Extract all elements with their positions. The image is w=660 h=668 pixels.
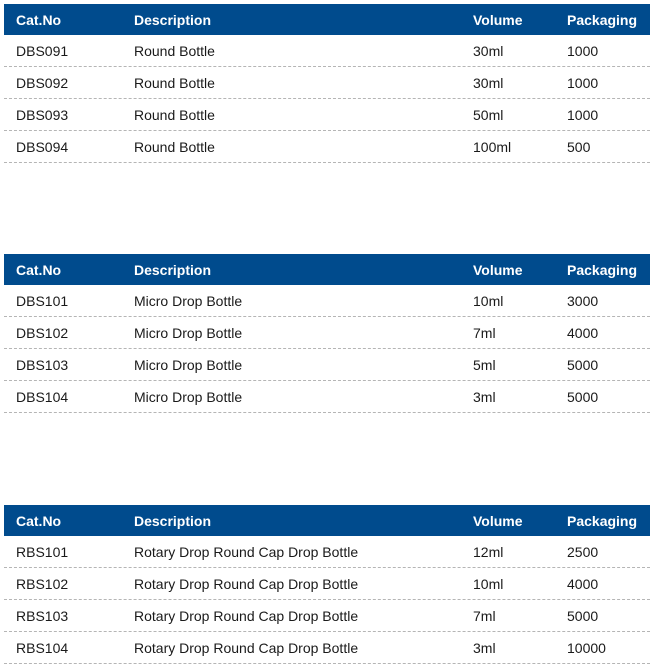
cell-volume: 10ml [473,575,504,592]
cell-packaging: 5000 [567,388,599,405]
table-row [4,600,650,632]
cell-description: Micro Drop Bottle [134,356,243,373]
cell-volume: 12ml [473,543,504,560]
table-row [4,568,650,600]
header-volume: Volume [473,261,523,278]
cell-cat-no: DBS092 [16,74,69,91]
cell-description: Round Bottle [134,74,215,91]
header-volume: Volume [473,512,523,529]
cell-volume: 3ml [473,388,496,405]
cell-cat-no: DBS093 [16,106,69,123]
cell-volume: 30ml [473,42,504,59]
cell-volume: 10ml [473,292,504,309]
cell-packaging: 1000 [567,106,599,123]
cell-packaging: 1000 [567,74,599,91]
cell-cat-no: RBS102 [16,575,69,592]
cell-description: Round Bottle [134,106,215,123]
cell-volume: 5ml [473,356,496,373]
cell-volume: 7ml [473,324,496,341]
cell-cat-no: DBS091 [16,42,69,59]
table-row [4,67,650,99]
cell-volume: 50ml [473,106,504,123]
header-description: Description [134,11,212,28]
product-table-rbs10 [4,505,650,664]
table-row [4,131,650,163]
table-row [4,317,650,349]
cell-cat-no: RBS103 [16,607,69,624]
header-cat-no: Cat.No [16,261,62,278]
table-row [4,285,650,317]
cell-description: Micro Drop Bottle [134,324,243,341]
cell-volume: 7ml [473,607,496,624]
cell-packaging: 5000 [567,356,599,373]
table-row [4,536,650,568]
table-row [4,99,650,131]
table-header [4,254,650,285]
table-row [4,632,650,664]
cell-packaging: 5000 [567,607,599,624]
cell-packaging: 3000 [567,292,599,309]
cell-cat-no: DBS103 [16,356,69,373]
header-description: Description [134,261,212,278]
cell-volume: 30ml [473,74,504,91]
cell-cat-no: DBS101 [16,292,69,309]
product-table-dbs09 [4,4,650,163]
header-packaging: Packaging [567,11,638,28]
cell-description: Rotary Drop Round Cap Drop Bottle [134,607,359,624]
header-packaging: Packaging [567,512,638,529]
cell-description: Rotary Drop Round Cap Drop Bottle [134,639,359,656]
table-header [4,4,650,35]
header-volume: Volume [473,11,523,28]
cell-description: Rotary Drop Round Cap Drop Bottle [134,543,359,560]
cell-packaging: 1000 [567,42,599,59]
cell-volume: 3ml [473,639,496,656]
header-cat-no: Cat.No [16,512,62,529]
cell-cat-no: RBS101 [16,543,69,560]
cell-cat-no: DBS102 [16,324,69,341]
cell-packaging: 4000 [567,575,599,592]
cell-packaging: 500 [567,138,591,155]
cell-description: Rotary Drop Round Cap Drop Bottle [134,575,359,592]
cell-cat-no: RBS104 [16,639,69,656]
header-cat-no: Cat.No [16,11,62,28]
cell-description: Round Bottle [134,42,215,59]
cell-description: Micro Drop Bottle [134,388,243,405]
table-row [4,349,650,381]
cell-description: Round Bottle [134,138,215,155]
header-description: Description [134,512,212,529]
header-packaging: Packaging [567,261,638,278]
table-row [4,35,650,67]
cell-cat-no: DBS094 [16,138,69,155]
cell-packaging: 4000 [567,324,599,341]
product-table-dbs10 [4,254,650,413]
table-row [4,381,650,413]
cell-volume: 100ml [473,138,512,155]
cell-packaging: 10000 [567,639,606,656]
cell-packaging: 2500 [567,543,599,560]
table-header [4,505,650,536]
cell-cat-no: DBS104 [16,388,69,405]
cell-description: Micro Drop Bottle [134,292,243,309]
